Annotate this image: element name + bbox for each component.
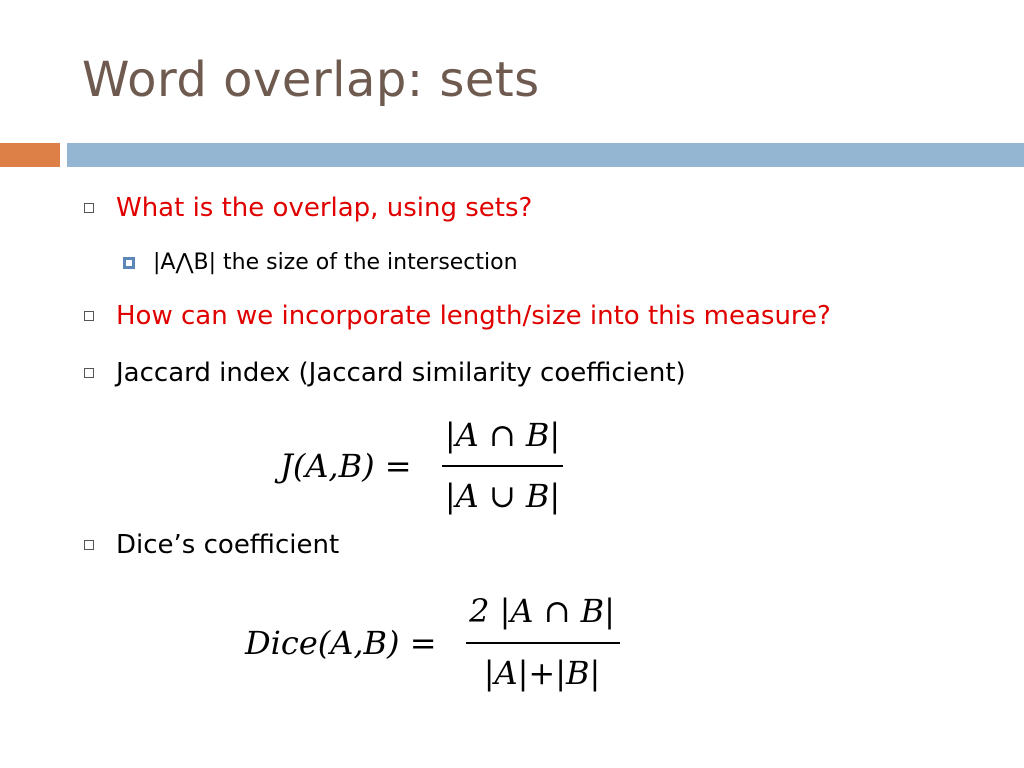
- jaccard-fraction-line: [442, 465, 563, 467]
- bullet-square-icon: [84, 203, 94, 213]
- dice-denominator: |A|+|B|: [483, 654, 601, 692]
- subbullet-square-icon: [123, 257, 135, 269]
- subbullet-intersection: [123, 250, 518, 275]
- dice-numerator: 2 |A ∩ B|: [469, 592, 615, 630]
- bullet-jaccard: [84, 358, 686, 388]
- dice-lhs: Dice(A,B) =: [245, 624, 437, 662]
- accent-bar-blue: [67, 143, 1024, 167]
- bullet-square-icon: [84, 368, 94, 378]
- bullet-square-icon: [84, 311, 94, 321]
- bullet-text: Jaccard index (Jaccard similarity coefficient): [116, 358, 686, 388]
- bullet-text: How can we incorporate length/size into this measure?: [116, 301, 831, 331]
- bullet-length-question: [84, 301, 831, 331]
- dice-fraction-line: [466, 642, 620, 644]
- bullet-text: Dice’s coefficient: [116, 530, 340, 560]
- jaccard-numerator: |A ∩ B|: [444, 416, 561, 454]
- subbullet-text: |A⋀B| the size of the intersection: [153, 250, 518, 275]
- jaccard-denominator: |A ∪ B|: [444, 477, 561, 515]
- bullet-overlap-question: [84, 193, 532, 223]
- slide-title: Word overlap: sets: [82, 52, 540, 108]
- bullet-text: What is the overlap, using sets?: [116, 193, 533, 223]
- bullet-dice: [84, 530, 339, 560]
- bullet-square-icon: [84, 540, 94, 550]
- jaccard-lhs: J(A,B) =: [280, 447, 412, 485]
- accent-bar-orange: [0, 143, 60, 167]
